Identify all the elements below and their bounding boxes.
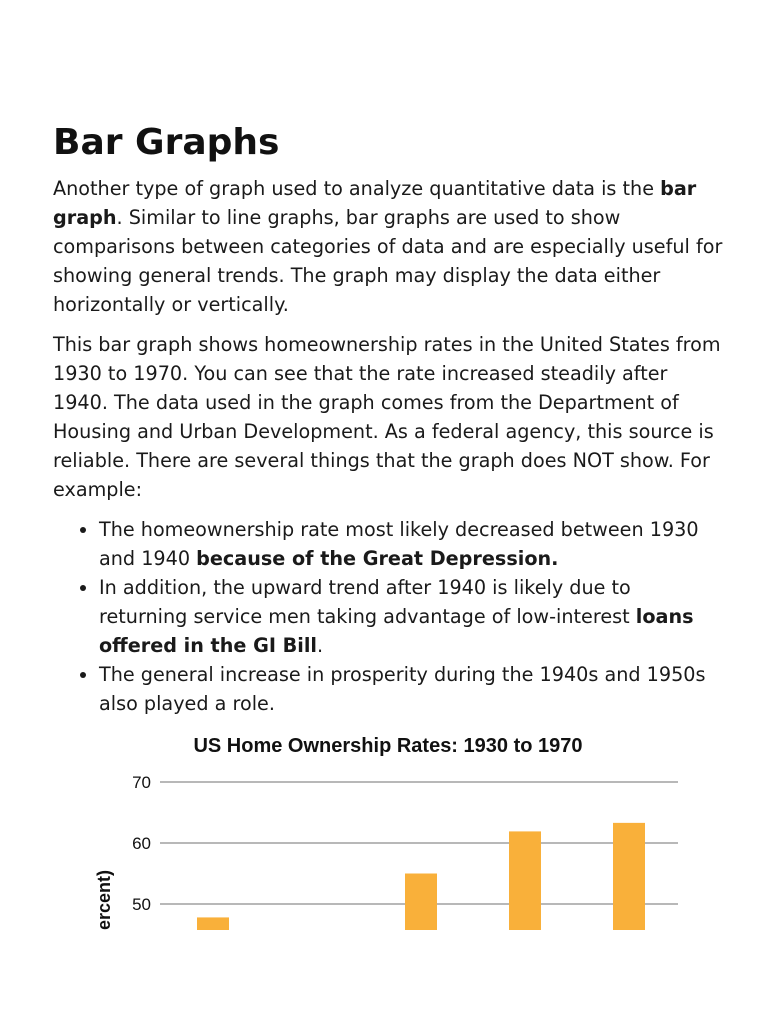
list-item-text: In addition, the upward trend after 1940 is likely due to returning service men taking advantage of low-interest [99, 576, 636, 628]
y-tick-label: 70 [132, 773, 151, 792]
bar [509, 831, 541, 930]
list-item-text: The homeownership rate most likely decreased between 1930 and 1940 [99, 518, 699, 570]
bar [405, 874, 437, 931]
y-axis-label: ercent) [94, 869, 114, 930]
bullet-list [53, 515, 723, 718]
bar [197, 917, 229, 930]
list-item-bold: because of the Great Depression. [196, 547, 559, 570]
intro-text-2: . Similar to line graphs, bar graphs are used to show comparisons between categories of data and are especially useful for showing general trends. The graph may display the data either horizontally or vertically. [53, 206, 723, 316]
chart-title: US Home Ownership Rates: 1930 to 1970 [193, 735, 583, 757]
bar [613, 823, 645, 930]
bar-chart-svg [0, 720, 768, 930]
y-tick-label: 50 [132, 895, 151, 914]
list-item-text: The general increase in prosperity during the 1940s and 1950s also played a role. [99, 663, 706, 715]
list-item [99, 573, 723, 660]
y-tick-label: 60 [132, 834, 151, 853]
list-item [99, 660, 723, 718]
intro-paragraph [53, 174, 723, 319]
chart-description-paragraph: This bar graph shows homeownership rates in the United States from 1930 to 1970. You can see that the rate increased steadily after 1940. The data used in the graph comes from the Department of Housing and Urban Development. As a federal agency, this source is reliable. There are several things that the graph does NOT show. For example: [53, 333, 721, 501]
intro-bold-term: bar graph [53, 177, 697, 229]
list-item-text-end: . [317, 634, 324, 657]
article [53, 118, 723, 718]
intro-text-1: Another type of graph used to analyze quantitative data is the [53, 177, 661, 200]
bar-chart [0, 720, 768, 930]
list-item [99, 515, 723, 573]
list-item-bold: loans offered in the GI Bill [99, 605, 694, 657]
page-title: Bar Graphs [53, 122, 280, 163]
